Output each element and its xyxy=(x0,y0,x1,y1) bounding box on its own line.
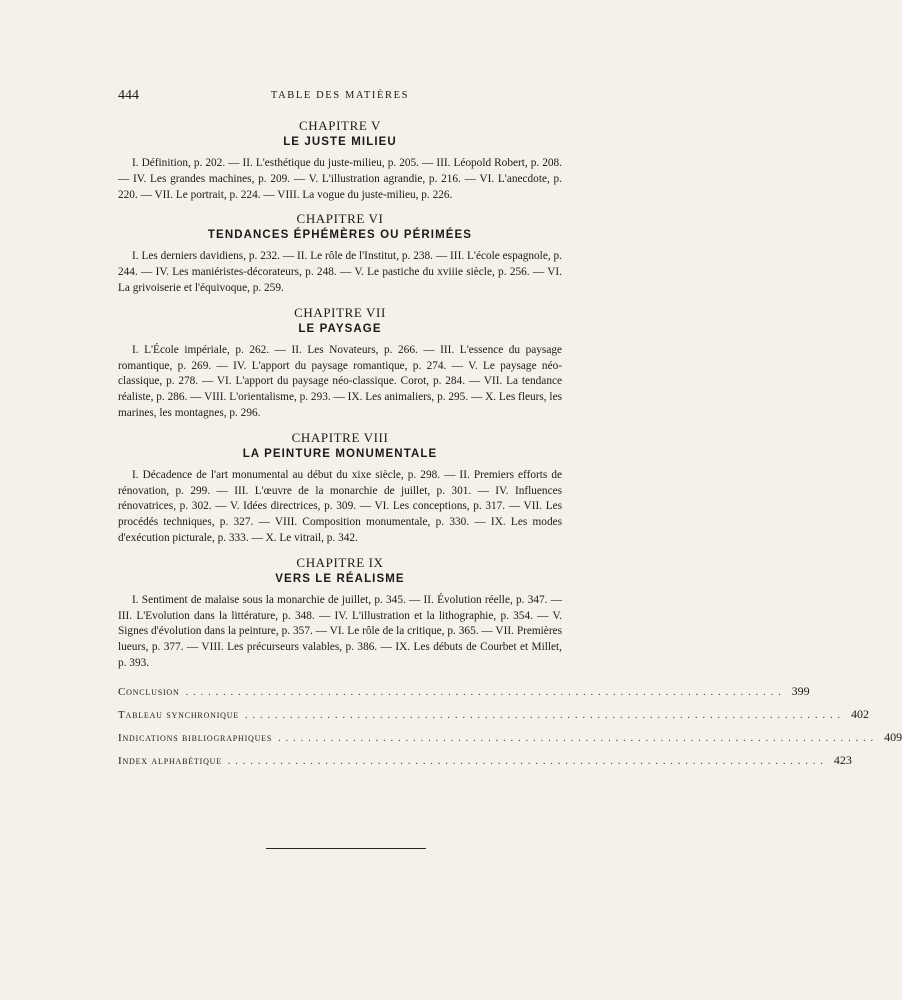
toc-entry xyxy=(118,752,852,776)
toc-page-number: 409 xyxy=(884,729,902,744)
chapter-number: CHAPITRE VIII xyxy=(291,429,389,445)
chapter-contents: I. Les derniers davidiens, p. 232. — II. Le rôle de l'Institut, p. 238. — III. L'école espagnole, p. 244. — IV. Les maniéristes-décorateurs, p. 248. — V. Le pastiche du xviiie siècle, p. 256. — VI. La grivoiserie et l'équivoque, p. 259. xyxy=(118,250,562,294)
dot-leader: ................................................................................ xyxy=(185,686,786,698)
chapter-number: CHAPITRE VII xyxy=(294,304,386,320)
dot-leader: ................................................................................ xyxy=(278,732,879,744)
toc-label: Tableau synchronique xyxy=(118,708,240,721)
chapter-contents: I. Définition, p. 202. — II. L'esthétique du juste-milieu, p. 205. — III. Léopold Robert, p. 208. — IV. Les grandes machines, p. 209. — V. L'illustration agrandie, p. 216. — VI. L'anecdote, p. 220. — VII. Le portrait, p. 224. — VIII. La vogue du juste-milieu, p. 226. xyxy=(118,157,562,201)
page-header xyxy=(118,88,562,106)
toc-page-number: 402 xyxy=(851,706,870,721)
closing-rule xyxy=(266,848,426,849)
chapter-section xyxy=(118,430,562,547)
running-title: TABLE DES MATIÈRES xyxy=(270,90,410,101)
page-number: 444 xyxy=(118,88,139,103)
chapter-title: VERS LE RÉALISME xyxy=(275,572,405,585)
toc-entry xyxy=(118,706,870,730)
chapter-contents: I. L'École impériale, p. 262. — II. Les Novateurs, p. 266. — III. L'essence du paysage romantique, p. 269. — IV. L'apport du paysage romantique, p. 274. — V. Le paysage néo-classique, p. 278. — VI. L'apport du paysage néo-classique. Corot, p. 284. — VII. La tendance réaliste, p. 286. — VIII. L'orientalisme, p. 293. — IX. Les animaliers, p. 295. — X. Les fleurs, les marines, les montagnes, p. 296. xyxy=(118,343,562,419)
toc-page-number: 399 xyxy=(791,683,810,698)
chapter-number: CHAPITRE IX xyxy=(296,554,384,570)
toc-list xyxy=(118,683,902,776)
toc-page-number: 423 xyxy=(833,752,852,767)
chapter-title: LE PAYSAGE xyxy=(298,322,382,335)
dot-leader: ................................................................................ xyxy=(227,755,828,767)
toc-label: Indications bibliographiques xyxy=(118,731,273,744)
toc-entry xyxy=(118,683,810,707)
chapter-section xyxy=(118,555,562,672)
toc-label: Index alphabétique xyxy=(118,754,222,767)
chapter-section xyxy=(118,305,562,422)
chapter-title: LE JUSTE MILIEU xyxy=(283,136,397,148)
dot-leader: ................................................................................ xyxy=(245,709,846,721)
chapter-section xyxy=(118,118,562,203)
chapter-title: LA PEINTURE MONUMENTALE xyxy=(242,447,438,460)
chapter-contents: I. Décadence de l'art monumental au début du xixe siècle, p. 298. — II. Premiers efforts de rénovation, p. 299. — III. L'œuvre de la monarchie de juillet, p. 301. — IV. Influences rénovatrices, p. 302. — V. Idées directrices, p. 309. — VI. Les conceptions, p. 317. — VII. Les procédés techniques, p. 327. — VIII. Composition monumentale, p. 330. — IX. Les modes d'exécution picturale, p. 333. — X. Le vitrail, p. 342. xyxy=(118,468,562,544)
toc-entry xyxy=(118,729,902,753)
chapter-section xyxy=(118,211,562,296)
toc-label: Conclusion xyxy=(118,685,180,698)
chapter-number: CHAPITRE VI xyxy=(296,211,384,227)
chapter-title: TENDANCES ÉPHÉMÈRES OU PÉRIMÉES xyxy=(207,229,473,242)
chapter-number: CHAPITRE V xyxy=(299,118,381,133)
chapter-contents: I. Sentiment de malaise sous la monarchie de juillet, p. 345. — II. Évolution réelle, p. 347. — III. L'Evolution dans la littérature, p. 348. — IV. L'illustration et la lithographie, p. 354. — V. Signes d'évolution dans la peinture, p. 357. — VI. Le rôle de la critique, p. 365. — VII. Premières lueurs, p. 377. — VIII. Les précurseurs valables, p. 386. — IX. Les débuts de Courbet et Millet, p. 393. xyxy=(118,593,562,669)
page-content xyxy=(118,118,902,776)
